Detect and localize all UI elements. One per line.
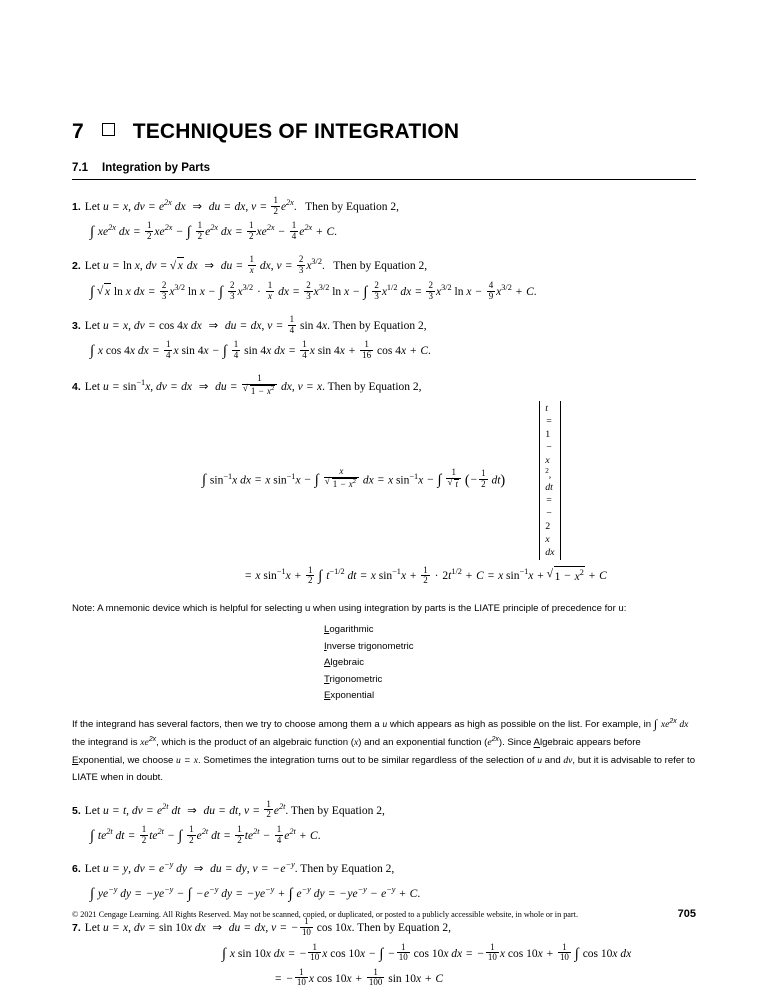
problem-7 xyxy=(72,917,696,988)
note-para-j: and xyxy=(541,754,564,766)
square-glyph-icon xyxy=(102,123,115,136)
problem-6-line-1: Let u = y, dv = $e^{-y}$ dy ⇒ du = dy, $v = -e^{-y}$. Then by Equation 2, xyxy=(84,860,395,876)
problem-4-line-1: Let $u = \sin^{-1}x$, dv = dx ⇒ du = 1 √ $1 - x^2$ dx, v = x. Then by Equation 2, xyxy=(85,381,422,393)
problem-7-line-2: ∫ x sin 10x dx = − $\frac{1}{10}$ x cos 10x − ∫ − $\frac{1}{10}$ cos 10x dx = − $\frac{1}{10}$ x cos 10x + $\frac{1}{10}$ ∫ cos 10x dx xyxy=(222,941,632,963)
problem-number: 1. xyxy=(72,200,81,213)
note-para-i: . Sometimes the integration turns out to be similar regardless of the selection of xyxy=(198,754,538,766)
section-divider xyxy=(72,179,696,180)
problem-4-line-2: ∫ $\sin^{-1}x$ dx = x $\sin^{-1}x$ − ∫ x √ $1 - x^2$ dx = x $\sin^{-1}x$ − ∫ 1 √ t (− $\frac{1}{2}$ dt) t = 1 − x $^2$, dt = − 2 x dx xyxy=(72,401,696,561)
liate-item-trigonometric: Trigonometric xyxy=(324,673,383,685)
section-heading xyxy=(72,162,696,179)
problem-number: 4. xyxy=(72,381,81,394)
problem-6 xyxy=(72,859,696,904)
problem-2 xyxy=(72,255,696,301)
substitution-box: t = 1 − x $^2$, dt = − 2 x dx xyxy=(539,401,560,561)
note-intro xyxy=(72,601,696,617)
note-para-e: ) and an exponential function ( xyxy=(358,737,488,749)
problem-3 xyxy=(72,315,696,361)
liate-list xyxy=(72,622,696,705)
note-para-a: If the integrand has several factors, then we try to choose among them a xyxy=(72,718,383,730)
note-para-g: lgebraic appears before xyxy=(539,737,641,749)
problem-6-line-2: ∫ $ye^{-y}$ dy = $-ye^{-y}$ − ∫ $-e^{-y}$ dy = $-ye^{-y}$ + ∫ $e^{-y}$ dy = $-ye^{-y} - e^{-y} + C$. xyxy=(90,885,421,903)
section-number: 7.1 xyxy=(72,162,88,174)
problem-number: 5. xyxy=(72,804,81,817)
note-para-d: , which is the product of an algebraic function ( xyxy=(156,737,354,749)
liate-item-exponential: Exponential xyxy=(324,690,375,702)
problem-5-line-2: ∫ $te^{2t}$ dt = $\frac{1}{2}$ $te^{2t}$ − ∫ $\frac{1}{2}$ $e^{2t}$ dt = $\frac{1}{2}$ $te^{2t}$ − $\frac{1}{4}$ $e^{2t} + C$. xyxy=(90,824,321,845)
note-para-b: which appears as high as possible on the list. For example, in xyxy=(387,718,654,730)
problem-1 xyxy=(72,196,696,242)
page-footer xyxy=(72,908,696,920)
problem-3-line-1: Let u = x, dv = cos 4x dx ⇒ du = dx, v = $\frac{1}{4}$ sin 4x. Then by Equation 2, xyxy=(84,313,427,335)
page-number: 705 xyxy=(677,908,696,920)
problem-3-line-2: ∫ x cos 4x dx = $\frac{1}{4}$ x sin 4x − ∫ $\frac{1}{4}$ sin 4x dx = $\frac{1}{4}$ x sin 4x + $\frac{1}{16}$ cos 4x + C. xyxy=(90,339,431,360)
note-intro-text-a: Note: A mnemonic device which is helpful for selecting u when using integration by parts is the LIATE principle of precedence for u: xyxy=(72,602,627,614)
problem-number: 7. xyxy=(72,922,81,935)
chapter-number: 7 xyxy=(72,120,84,143)
problem-5-line-1: Let u = t, dv = $e^{2t}$ dt ⇒ du = dt, v = $\frac{1}{2}$ $e^{2t}$. Then by Equation 2, xyxy=(84,798,385,820)
note-para-c: the integrand is xyxy=(72,737,141,749)
note-paragraph: If the integrand has several factors, then we try to choose among them a u which appears as high as possible on the list. For example, in ∫ $xe^{2x}$ dx the integrand is $xe^{2x}$, which is the product of an algebraic function (x) and an exponential function $(e^{2x})$. Since Algebraic appears before Exponential, we choose u = x. Sometimes the integration turns out to be similar regardless of the selection of u and dv, but it is advisable to refer to LIATE when in doubt. xyxy=(72,716,696,783)
problem-5 xyxy=(72,800,696,846)
liate-item-inverse-trigonometric: Inverse trigonometric xyxy=(324,640,414,652)
problem-7-line-1: Let u = x, dv = sin 10x dx ⇒ du = dx, v = − $\frac{1}{10}$ cos 10x. Then by Equation 2, xyxy=(84,916,452,938)
liate-item-logarithmic: Logarithmic xyxy=(324,624,374,636)
note-para-f: ). Since xyxy=(498,737,534,749)
problem-7-line-3: = − $\frac{1}{10}$ x cos 10x + $\frac{1}{100}$ sin 10x + C xyxy=(275,966,444,988)
problem-1-line-2: ∫ $xe^{2x}$ dx = $\frac{1}{2}$ $xe^{2x}$ − ∫ $\frac{1}{2}$ $e^{2x}$ dx = $\frac{1}{2}$ $xe^{2x}$ − $\frac{1}{4}$ $e^{2x} + C$. xyxy=(90,220,337,242)
copyright-notice: © 2021 Cengage Learning. All Rights Reserved. May not be scanned, copied, or duplicated, or posted to a publicly accessible website, in whole or in part. xyxy=(72,910,578,919)
problem-1-line-1: Let u = x, dv = $e^{2x}$ dx ⇒ du = dx, v = $\frac{1}{2}$ $e^{2x}$. Then by Equation 2, xyxy=(84,195,400,216)
problem-2-line-2: ∫ √ x ln x dx = $\frac{2}{3}$ $x^{3/2}$ ln x − ∫ $\frac{2}{3}$ $x^{3/2}$ · $\frac{1}{x}$ dx = $\frac{2}{3}$ $x^{3/2}$ ln x − ∫ $\frac{2}{3}$ $x^{1/2}$ dx = $\frac{2}{3}$ $x^{3/2}$ ln x − $\frac{4}{9}$ $x^{3/2} + C$. xyxy=(72,280,696,302)
problem-number: 3. xyxy=(72,319,81,332)
chapter-heading xyxy=(72,120,696,144)
problem-2-line-1: Let u = ln x, dv = √ x dx ⇒ du = $\frac{1}{x}$ dx, v = $\frac{2}{3}$ $x^{3/2}$. Then by Equation 2, xyxy=(85,260,427,272)
section-title: Integration by Parts xyxy=(102,162,210,174)
liate-item-algebraic: Algebraic xyxy=(324,657,365,669)
note-para-h: xponential, we choose xyxy=(78,754,177,766)
note-para-k: , but it is advisable to refer to LIATE when in doubt. xyxy=(72,754,696,783)
problem-4-line-3: = x $\sin^{-1}x$ + $\frac{1}{2}$ ∫ $t^{-1/2}$ dt = x $\sin^{-1}x$ + $\frac{1}{2}$ · $2t^{1/2} + C = x$ $\sin^{-1}x$ + √ $1 - x^2 + C$ xyxy=(72,564,696,586)
problem-number: 6. xyxy=(72,863,81,876)
problem-4 xyxy=(72,374,696,586)
problem-number: 2. xyxy=(72,260,81,273)
chapter-title: TECHNIQUES OF INTEGRATION xyxy=(132,120,460,143)
